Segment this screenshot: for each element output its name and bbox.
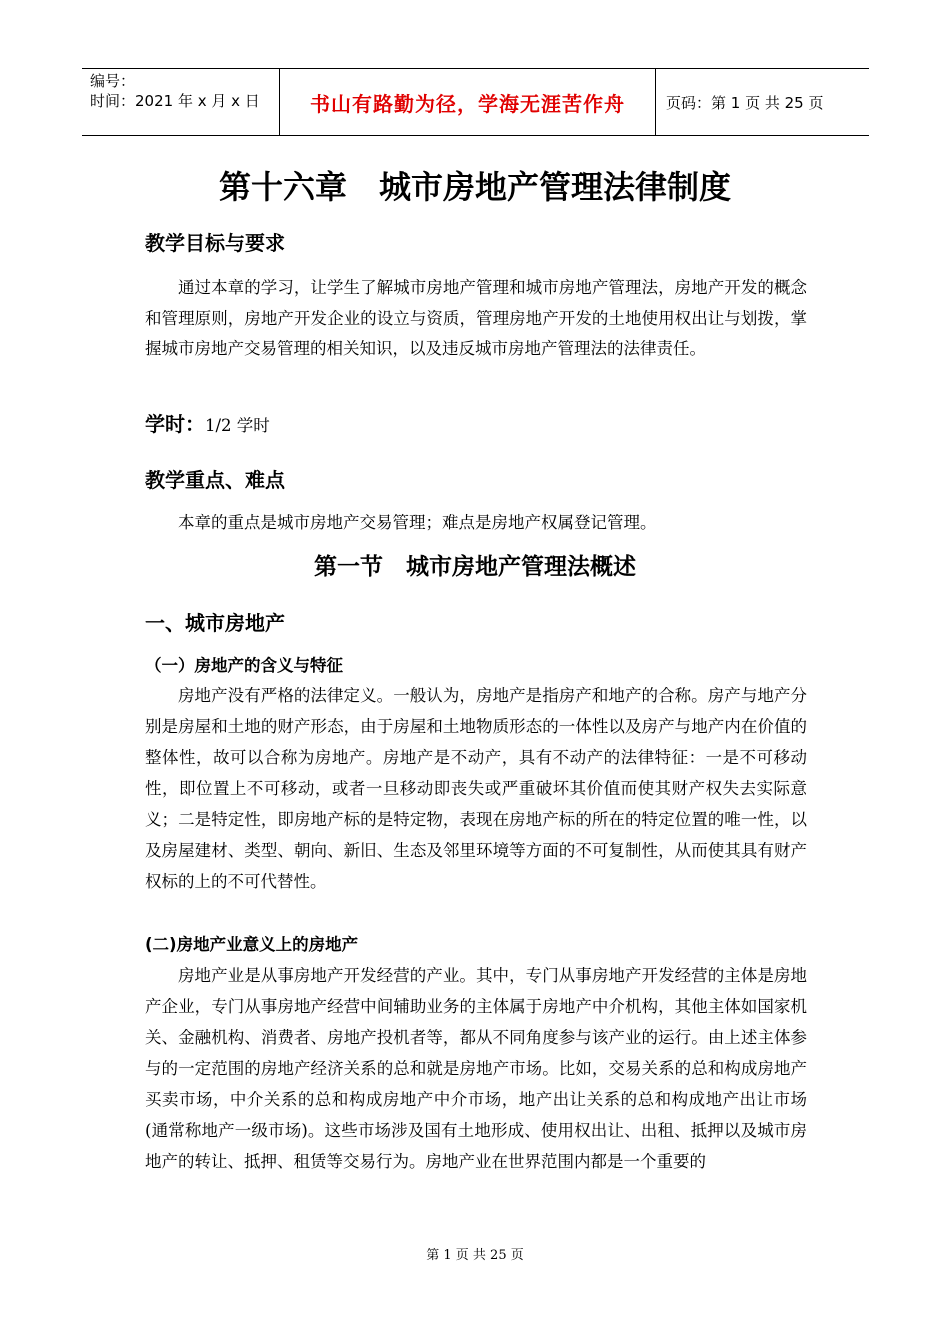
document-header: [82, 68, 869, 136]
page-footer: 第 1 页 共 25 页: [426, 1248, 524, 1263]
objectives-paragraph: 通过本章的学习，让学生了解城市房地产管理和城市房地产管理法，房地产开发的概念和管理原则，房地产开发企业的设立与资质，管理房地产开发的土地使用权出让与划拨，掌握城市房地产交易管理的相关知识，以及违反城市房地产管理法的法律责任。: [145, 278, 807, 358]
sub2-paragraph: 房地产业是从事房地产开发经营的产业。其中，专门从事房地产开发经营的主体是房地产企业，专门从事房地产经营中间辅助业务的主体属于房地产中介机构，其他主体如国家机关、金融机构、消费者、房地产投机者等，都从不同角度参与该产业的运行。由上述主体参与的一定范围的房地产经济关系的总和就是房地产市场。比如，交易关系的总和构成房地产买卖市场，中介关系的总和构成房地产中介市场，地产出让关系的总和构成地产出让市场(通常称地产一级市场)。这些市场涉及国有土地形成、使用权出让、出租、抵押以及城市房地产的转让、抵押、租赁等交易行为。房地产业在世界范围内都是一个重要的: [145, 966, 807, 1171]
part1-heading: 一、城市房地产: [145, 611, 285, 635]
objectives-heading: 教学目标与要求: [145, 231, 285, 255]
header-page-info: 页码：第 1 页 共 25 页: [666, 93, 824, 112]
chapter-title: 第十六章 城市房地产管理法律制度: [218, 168, 731, 206]
hours-value: 1/2 学时: [205, 416, 270, 435]
header-motto: 书山有路勤为径，学海无涯苦作舟: [280, 69, 656, 135]
number-label: 编号：: [90, 72, 136, 90]
sub2-heading: (二)房地产业意义上的房地产: [145, 935, 359, 954]
key-points-paragraph: 本章的重点是城市房地产交易管理；难点是房地产权属登记管理。: [178, 513, 657, 532]
time-label: 时间：2021 年 x 月 x 日: [90, 92, 260, 110]
sub1-heading: （一）房地产的含义与特征: [145, 656, 343, 675]
header-meta-cell: [82, 69, 280, 135]
hours-label: 学时：: [145, 412, 205, 436]
sub1-paragraph: 房地产没有严格的法律定义。一般认为，房地产是指房产和地产的合称。房产与地产分别是房屋和土地的财产形态，由于房屋和土地物质形态的一体性以及房产与地产内在价值的整体性，故可以合称为房地产。房地产是不动产，具有不动产的法律特征：一是不可移动性，即位置上不可移动，或者一旦移动即丧失或严重破坏其价值而使其财产权失去实际意义；二是特定性，即房地产标的是特定物，表现在房地产标的所在的特定位置的唯一性，以及房屋建材、类型、朝向、新旧、生态及邻里环境等方面的不可复制性，从而使其具有财产权标的上的不可代替性。: [145, 686, 807, 891]
key-points-heading: 教学重点、难点: [145, 468, 285, 492]
section-title: 第一节 城市房地产管理法概述: [314, 554, 636, 580]
hours-line: [145, 410, 270, 440]
